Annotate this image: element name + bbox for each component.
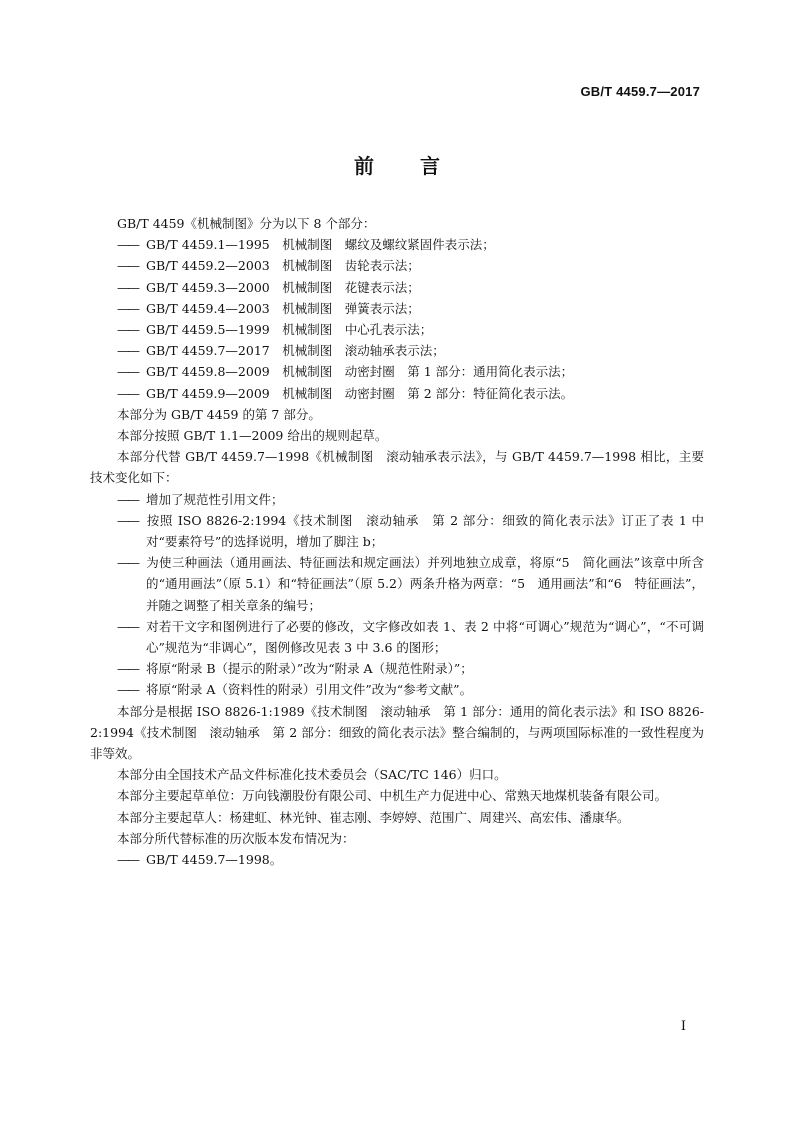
paragraph-text: GB/T 4459.3—2000 机械制图 花键表示法； (146, 279, 420, 295)
list-dash: —— (117, 279, 138, 295)
paragraph-text: 按照 ISO 8826-2:1994《技术制图 滚动轴承 第 2 部分：细致的简化表示法》订正了表 1 中对“要素符号”的选择说明，增加了脚注 b； (146, 512, 704, 550)
paragraph (90, 764, 704, 785)
list-dash: —— (117, 343, 138, 359)
paragraph-text: 本部分由全国技术产品文件标准化技术委员会（SAC/TC 146）归口。 (117, 767, 507, 783)
list-dash: —— (117, 322, 138, 338)
list-item (90, 361, 704, 382)
paragraph-text: 本部分所代替标准的历次版本发布情况为： (117, 830, 355, 846)
list-item (90, 658, 704, 679)
list-item (90, 383, 704, 404)
paragraph-text: 为使三种画法（通用画法、特征画法和规定画法）并列地独立成章，将原“5 简化画法”该章中所含的“通用画法”（原 5.1）和“特征画法”（原 5.2）两条升格为两章：“5 通用画法”和“6 特征画法”，并随之调整了相关章条的编号； (146, 555, 704, 613)
paragraph (90, 807, 704, 828)
list-item (90, 340, 704, 361)
paragraph-text: GB/T 4459.7—1998。 (146, 852, 283, 868)
list-item (90, 510, 704, 552)
list-dash: —— (117, 385, 138, 401)
paragraph-text: 将原“附录 A（资料性的附录）引用文件”改为“参考文献”。 (146, 682, 473, 698)
list-item (90, 234, 704, 255)
paragraph-text: GB/T 4459.5—1999 机械制图 中心孔表示法； (146, 322, 433, 338)
paragraph (90, 425, 704, 446)
paragraph-text: GB/T 4459.1—1995 机械制图 螺纹及螺纹紧固件表示法； (146, 237, 495, 253)
list-dash: —— (117, 618, 138, 634)
list-dash: —— (117, 300, 138, 316)
list-dash: —— (117, 512, 138, 528)
paragraph (90, 404, 704, 425)
list-dash: —— (117, 491, 138, 507)
list-item (90, 319, 704, 340)
list-dash: —— (117, 237, 138, 253)
paragraph (90, 828, 704, 849)
list-dash: —— (117, 258, 138, 274)
foreword-body (90, 213, 704, 870)
paragraph-text: 本部分为 GB/T 4459 的第 7 部分。 (117, 406, 321, 422)
paragraph-text: GB/T 4459《机械制图》分为以下 8 个部分： (117, 216, 376, 231)
paragraph-text: GB/T 4459.4—2003 机械制图 弹簧表示法； (146, 300, 420, 316)
paragraph-text: 将原“附录 B（提示的附录）”改为“附录 A（规范性附录）”； (146, 661, 473, 677)
paragraph-text: GB/T 4459.8—2009 机械制图 动密封圈 第 1 部分：通用简化表示法； (146, 364, 574, 380)
page-number: I (680, 1019, 686, 1034)
standard-code: GB/T 4459.7—2017 (580, 84, 700, 99)
list-dash: —— (117, 364, 138, 380)
list-dash: —— (117, 661, 138, 677)
paragraph-text: 本部分主要起草人：杨建虹、林光钟、崔志刚、李婷婷、范围广、周建兴、高宏伟、潘康华。 (117, 809, 630, 825)
paragraph-text: 本部分按照 GB/T 1.1—2009 给出的规则起草。 (117, 428, 388, 444)
list-item (90, 277, 704, 298)
paragraph-text: GB/T 4459.9—2009 机械制图 动密封圈 第 2 部分：特征简化表示法。 (146, 385, 574, 401)
list-dash: —— (117, 682, 138, 698)
list-item (90, 849, 704, 870)
list-item (90, 298, 704, 319)
paragraph (90, 213, 704, 234)
paragraph-text: 对若干文字和图例进行了必要的修改，文字修改如表 1、表 2 中将“可调心”规范为“调心”，“不可调心”规范为“非调心”，图例修改见表 3 中 3.6 的图形； (146, 618, 704, 656)
paragraph-text: GB/T 4459.7—2017 机械制图 滚动轴承表示法； (146, 343, 445, 359)
paragraph-text: 本部分代替 GB/T 4459.7—1998《机械制图 滚动轴承表示法》，与 GB/T 4459.7—1998 相比，主要技术变化如下： (90, 449, 704, 486)
paragraph-text: 本部分是根据 ISO 8826-1:1989《技术制图 滚动轴承 第 1 部分：通用的简化表示法》和 ISO 8826-2:1994《技术制图 滚动轴承 第 2 部分：细致的简化表示法》整合编制的，与两项国际标准的一致性程度为非等效。 (90, 703, 704, 762)
list-item (90, 255, 704, 276)
paragraph-text: GB/T 4459.2—2003 机械制图 齿轮表示法； (146, 258, 420, 274)
list-item (90, 489, 704, 510)
list-dash: —— (117, 852, 138, 868)
paragraph (90, 446, 704, 488)
paragraph (90, 701, 704, 765)
page-title: 前言 (354, 154, 486, 178)
list-dash: —— (117, 555, 138, 571)
list-item (90, 679, 704, 700)
list-item (90, 552, 704, 616)
paragraph (90, 785, 704, 806)
paragraph-text: 增加了规范性引用文件； (146, 491, 284, 507)
paragraph-text: 本部分主要起草单位：万向钱潮股份有限公司、中机生产力促进中心、常熟天地煤机装备有限公司。 (117, 788, 668, 804)
list-item (90, 616, 704, 658)
